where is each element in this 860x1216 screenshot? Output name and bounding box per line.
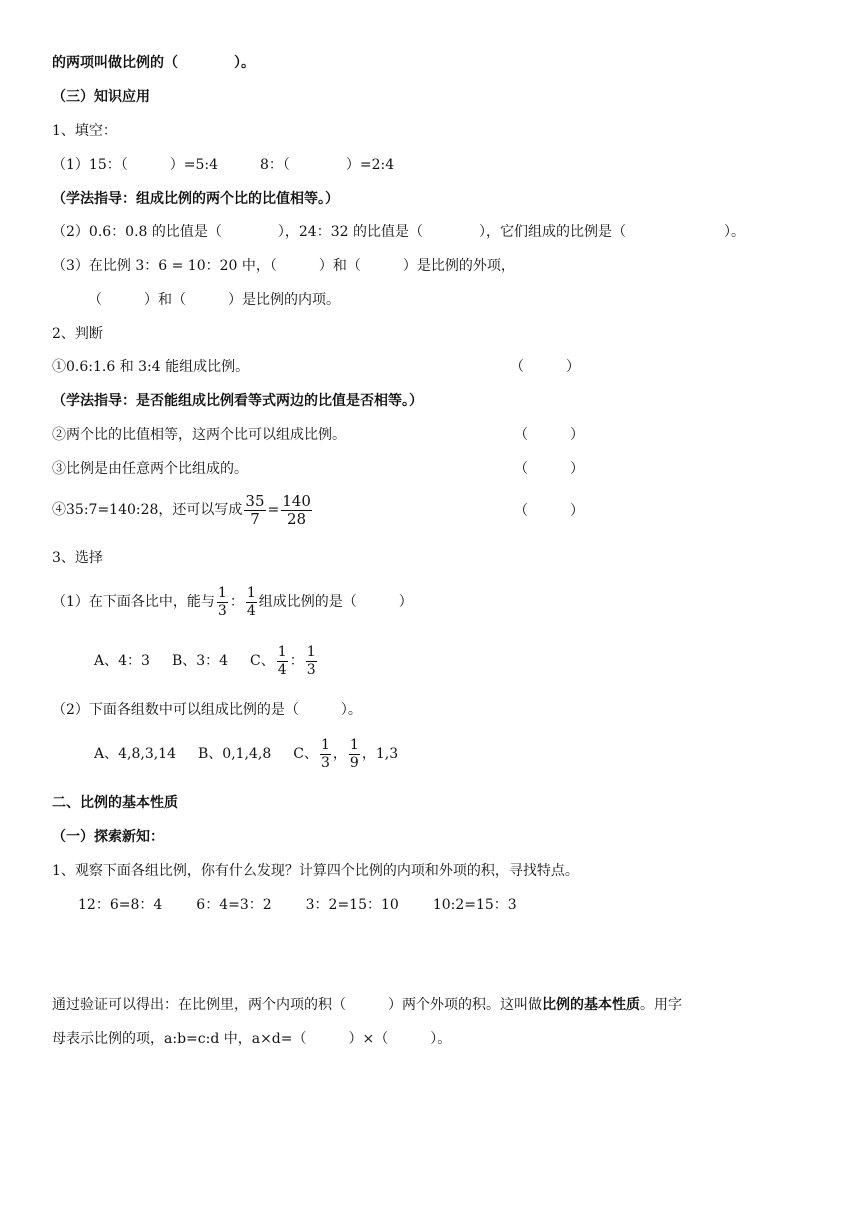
question-1-title: 1、填空： — [52, 123, 117, 139]
fraction-1-over-9 — [349, 737, 360, 772]
judge-answer-blank-4: （ ） — [514, 503, 584, 519]
section-heading-knowledge-application: （三）知识应用 — [52, 89, 150, 105]
continuation-line: 的两项叫做比例的（ ）。 — [52, 55, 255, 71]
conclusion-text: 通过验证可以得出：在比例里，两个内项的积（ ）两个外项的积。这叫做 — [52, 997, 542, 1013]
fraction-1-over-3 — [306, 644, 317, 679]
fraction-denominator: 7 — [250, 509, 260, 528]
conclusion-text-end: 。用字 — [640, 997, 682, 1013]
choice-question-1-text: （1）在下面各比中，能与 — [52, 594, 215, 610]
question-1-item-1: （1）15：（ ）=5:4 8：（ ）=2:4 — [52, 157, 395, 173]
fraction-numerator: 1 — [349, 736, 359, 753]
fraction-denominator: 4 — [246, 602, 256, 619]
option-a: A、4,8,3,14 — [94, 746, 176, 762]
subsection-heading-explore: （一）探索新知： — [52, 829, 164, 845]
fraction-140-over-28 — [281, 493, 312, 528]
choice-question-1 — [52, 584, 413, 620]
judge-item-2: ②两个比的比值相等，这两个比可以组成比例。 — [52, 427, 346, 443]
fraction-denominator: 4 — [277, 661, 287, 678]
option-b: B、0,1,4,8 — [198, 746, 272, 762]
fraction-numerator: 1 — [321, 736, 330, 753]
fraction-denominator: 28 — [287, 509, 307, 528]
fraction-numerator: 35 — [245, 491, 265, 510]
separator: ， — [332, 746, 347, 762]
proportion-example: 3：2=15：10 — [305, 897, 399, 913]
fraction-denominator: 9 — [349, 754, 359, 771]
fraction-numerator: 140 — [282, 491, 311, 510]
ratio-colon: ： — [229, 594, 244, 610]
equals-sign: = — [267, 502, 280, 518]
fraction-1-over-3 — [320, 737, 331, 772]
conclusion-line-2: 母表示比例的项，a:b=c:d 中，a×d=（ ）×（ ）。 — [52, 1031, 452, 1047]
judge-item-1: ①0.6:1.6 和 3:4 能组成比例。 — [52, 359, 250, 375]
fraction-1-over-4 — [246, 585, 257, 620]
judge-answer-blank-3: （ ） — [514, 461, 584, 477]
fraction-denominator: 3 — [321, 754, 330, 771]
fraction-numerator: 1 — [277, 643, 287, 660]
fraction-numerator: 1 — [246, 584, 256, 601]
proportion-examples — [78, 896, 517, 914]
question-1-item-3-line-2: （ ）和（ ）是比例的内项。 — [88, 292, 340, 308]
fraction-numerator: 1 — [217, 584, 227, 601]
study-tip-1: （学法指导：组成比例的两个比的比值相等。） — [52, 191, 339, 207]
proportion-example: 12：6=8：4 — [78, 897, 163, 913]
choice-question-2: （2）下面各组数中可以组成比例的是（ ）。 — [52, 702, 362, 718]
fraction-1-over-3 — [217, 585, 228, 620]
judge-item-3: ③比例是由任意两个比组成的。 — [52, 461, 248, 477]
fraction-denominator: 3 — [217, 602, 227, 619]
judge-item-4-text: ④35:7=140:28，还可以写成 — [52, 502, 243, 518]
proportion-example: 10:2=15：3 — [432, 897, 517, 913]
option-c-suffix: ，1,3 — [361, 746, 399, 762]
judge-answer-blank-2: （ ） — [514, 427, 584, 443]
observation-prompt: 1、观察下面各组比例，你有什么发现？计算四个比例的内项和外项的积，寻找特点。 — [52, 863, 579, 879]
ratio-colon: ： — [289, 653, 304, 669]
fraction-35-over-7 — [244, 493, 265, 528]
option-b: B、3：4 — [171, 653, 229, 669]
option-a: A、4：3 — [94, 653, 150, 669]
choice-1-options — [94, 643, 319, 679]
judge-answer-blank-1: （ ） — [510, 359, 580, 375]
question-1-item-2: （2）0.6：0.8 的比值是（ ），24：32 的比值是（ ），它们组成的比例是（ ）。 — [52, 224, 745, 240]
study-tip-2: （学法指导：是否能组成比例看等式两边的比值是否相等。） — [52, 393, 423, 409]
proportion-example: 6：4=3：2 — [196, 897, 272, 913]
choice-question-1-suffix: 组成比例的是（ ） — [258, 594, 413, 610]
key-term-basic-property: 比例的基本性质 — [542, 997, 640, 1013]
option-c-label: C、 — [250, 653, 275, 669]
choice-2-options — [94, 736, 398, 772]
fraction-numerator: 1 — [306, 643, 316, 660]
judge-item-4 — [52, 492, 314, 528]
question-1-item-3-line-1: （3）在比例 3：6 = 10：20 中，（ ）和（ ）是比例的外项， — [52, 258, 515, 274]
fraction-1-over-4 — [277, 644, 288, 679]
question-3-title: 3、选择 — [52, 550, 103, 566]
option-c-label: C、 — [293, 746, 318, 762]
question-2-title: 2、判断 — [52, 326, 103, 342]
conclusion-line-1 — [52, 996, 682, 1014]
section-heading-basic-property: 二、比例的基本性质 — [52, 795, 178, 811]
fraction-denominator: 3 — [306, 661, 316, 678]
